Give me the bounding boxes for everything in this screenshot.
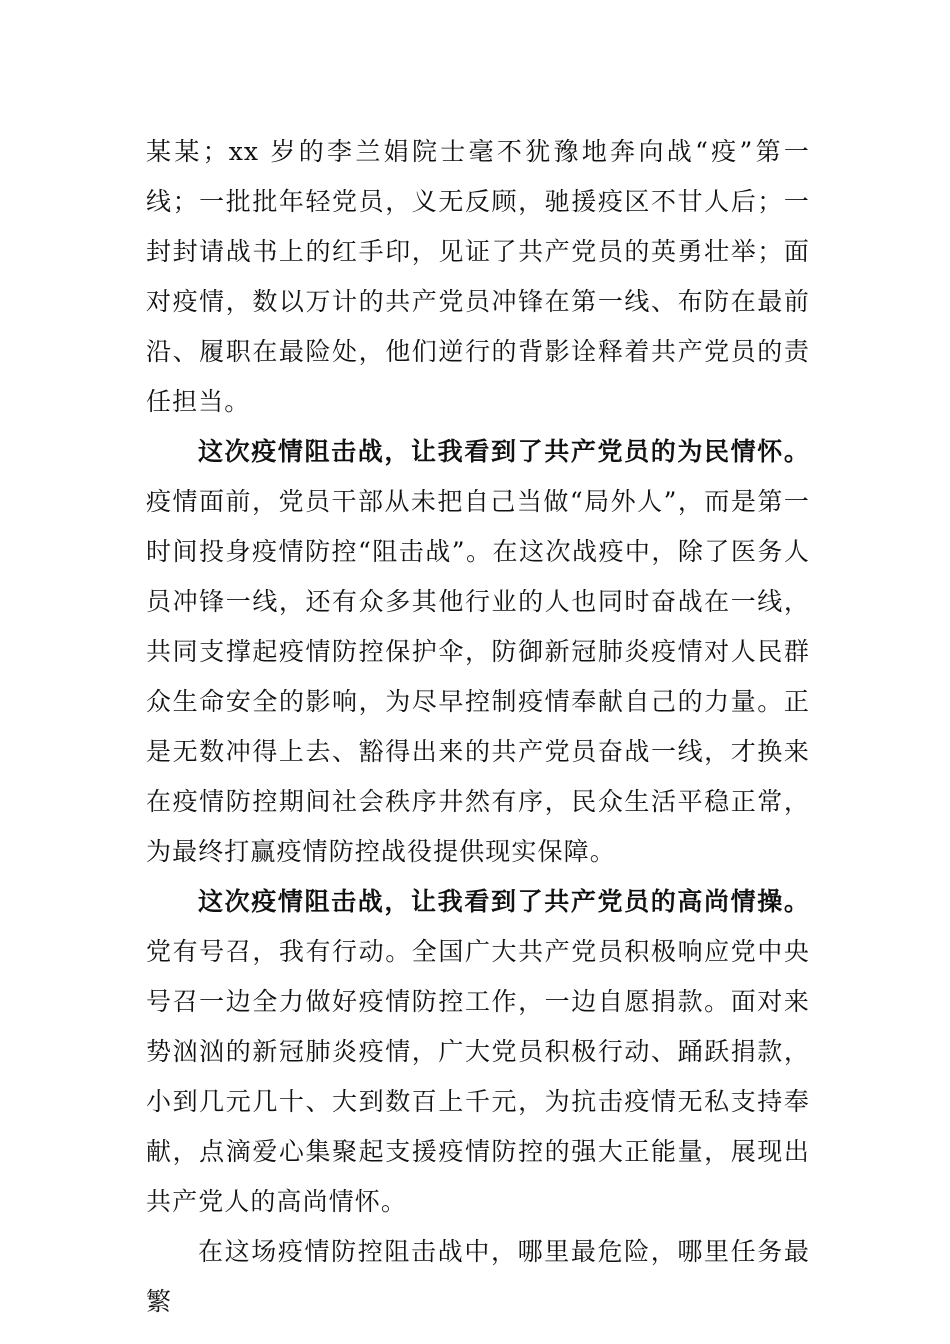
- paragraph-3-lead: 这次疫情阻击战，让我看到了共产党员的高尚情操。: [198, 887, 810, 916]
- paragraph-2: [146, 427, 810, 877]
- paragraph-2-lead: 这次疫情阻击战，让我看到了共产党员的为民情怀。: [198, 437, 810, 466]
- paragraph-4-text: 在这场疫情防控阻击战中，哪里最危险，哪里任务最繁: [146, 1237, 810, 1316]
- paragraph-1: [146, 127, 810, 427]
- paragraph-4: [146, 1227, 810, 1327]
- paragraph-2-text: 疫情面前，党员干部从未把自己当做“局外人”，而是第一时间投身疫情防控“阻击战”。在这次战疫中，除了医务人员冲锋一线，还有众多其他行业的人也同时奋战在一线，共同支撑起疫情防控保护伞，防御新冠肺炎疫情对人民群众生命安全的影响，为尽早控制疫情奉献自己的力量。正是无数冲得上去、豁得出来的共产党员奋战一线，才换来在疫情防控期间社会秩序井然有序，民众生活平稳正常，为最终打赢疫情防控战役提供现实保障。: [146, 487, 810, 866]
- paragraph-1-text: 某某；xx 岁的李兰娟院士毫不犹豫地奔向战“疫”第一线；一批批年轻党员，义无反顾，驰援疫区不甘人后；一封封请战书上的红手印，见证了共产党员的英勇壮举；面对疫情，数以万计的共产党员冲锋在第一线、布防在最前沿、履职在最险处，他们逆行的背影诠释着共产党员的责任担当。: [146, 137, 810, 416]
- document-body: [146, 127, 810, 1327]
- paragraph-3: [146, 877, 810, 1227]
- paragraph-3-text: 党有号召，我有行动。全国广大共产党员积极响应党中央号召一边全力做好疫情防控工作，一边自愿捐款。面对来势汹汹的新冠肺炎疫情，广大党员积极行动、踊跃捐款，小到几元几十、大到数百上千元，为抗击疫情无私支持奉献，点滴爱心集聚起支援疫情防控的强大正能量，展现出共产党人的高尚情怀。: [146, 937, 810, 1216]
